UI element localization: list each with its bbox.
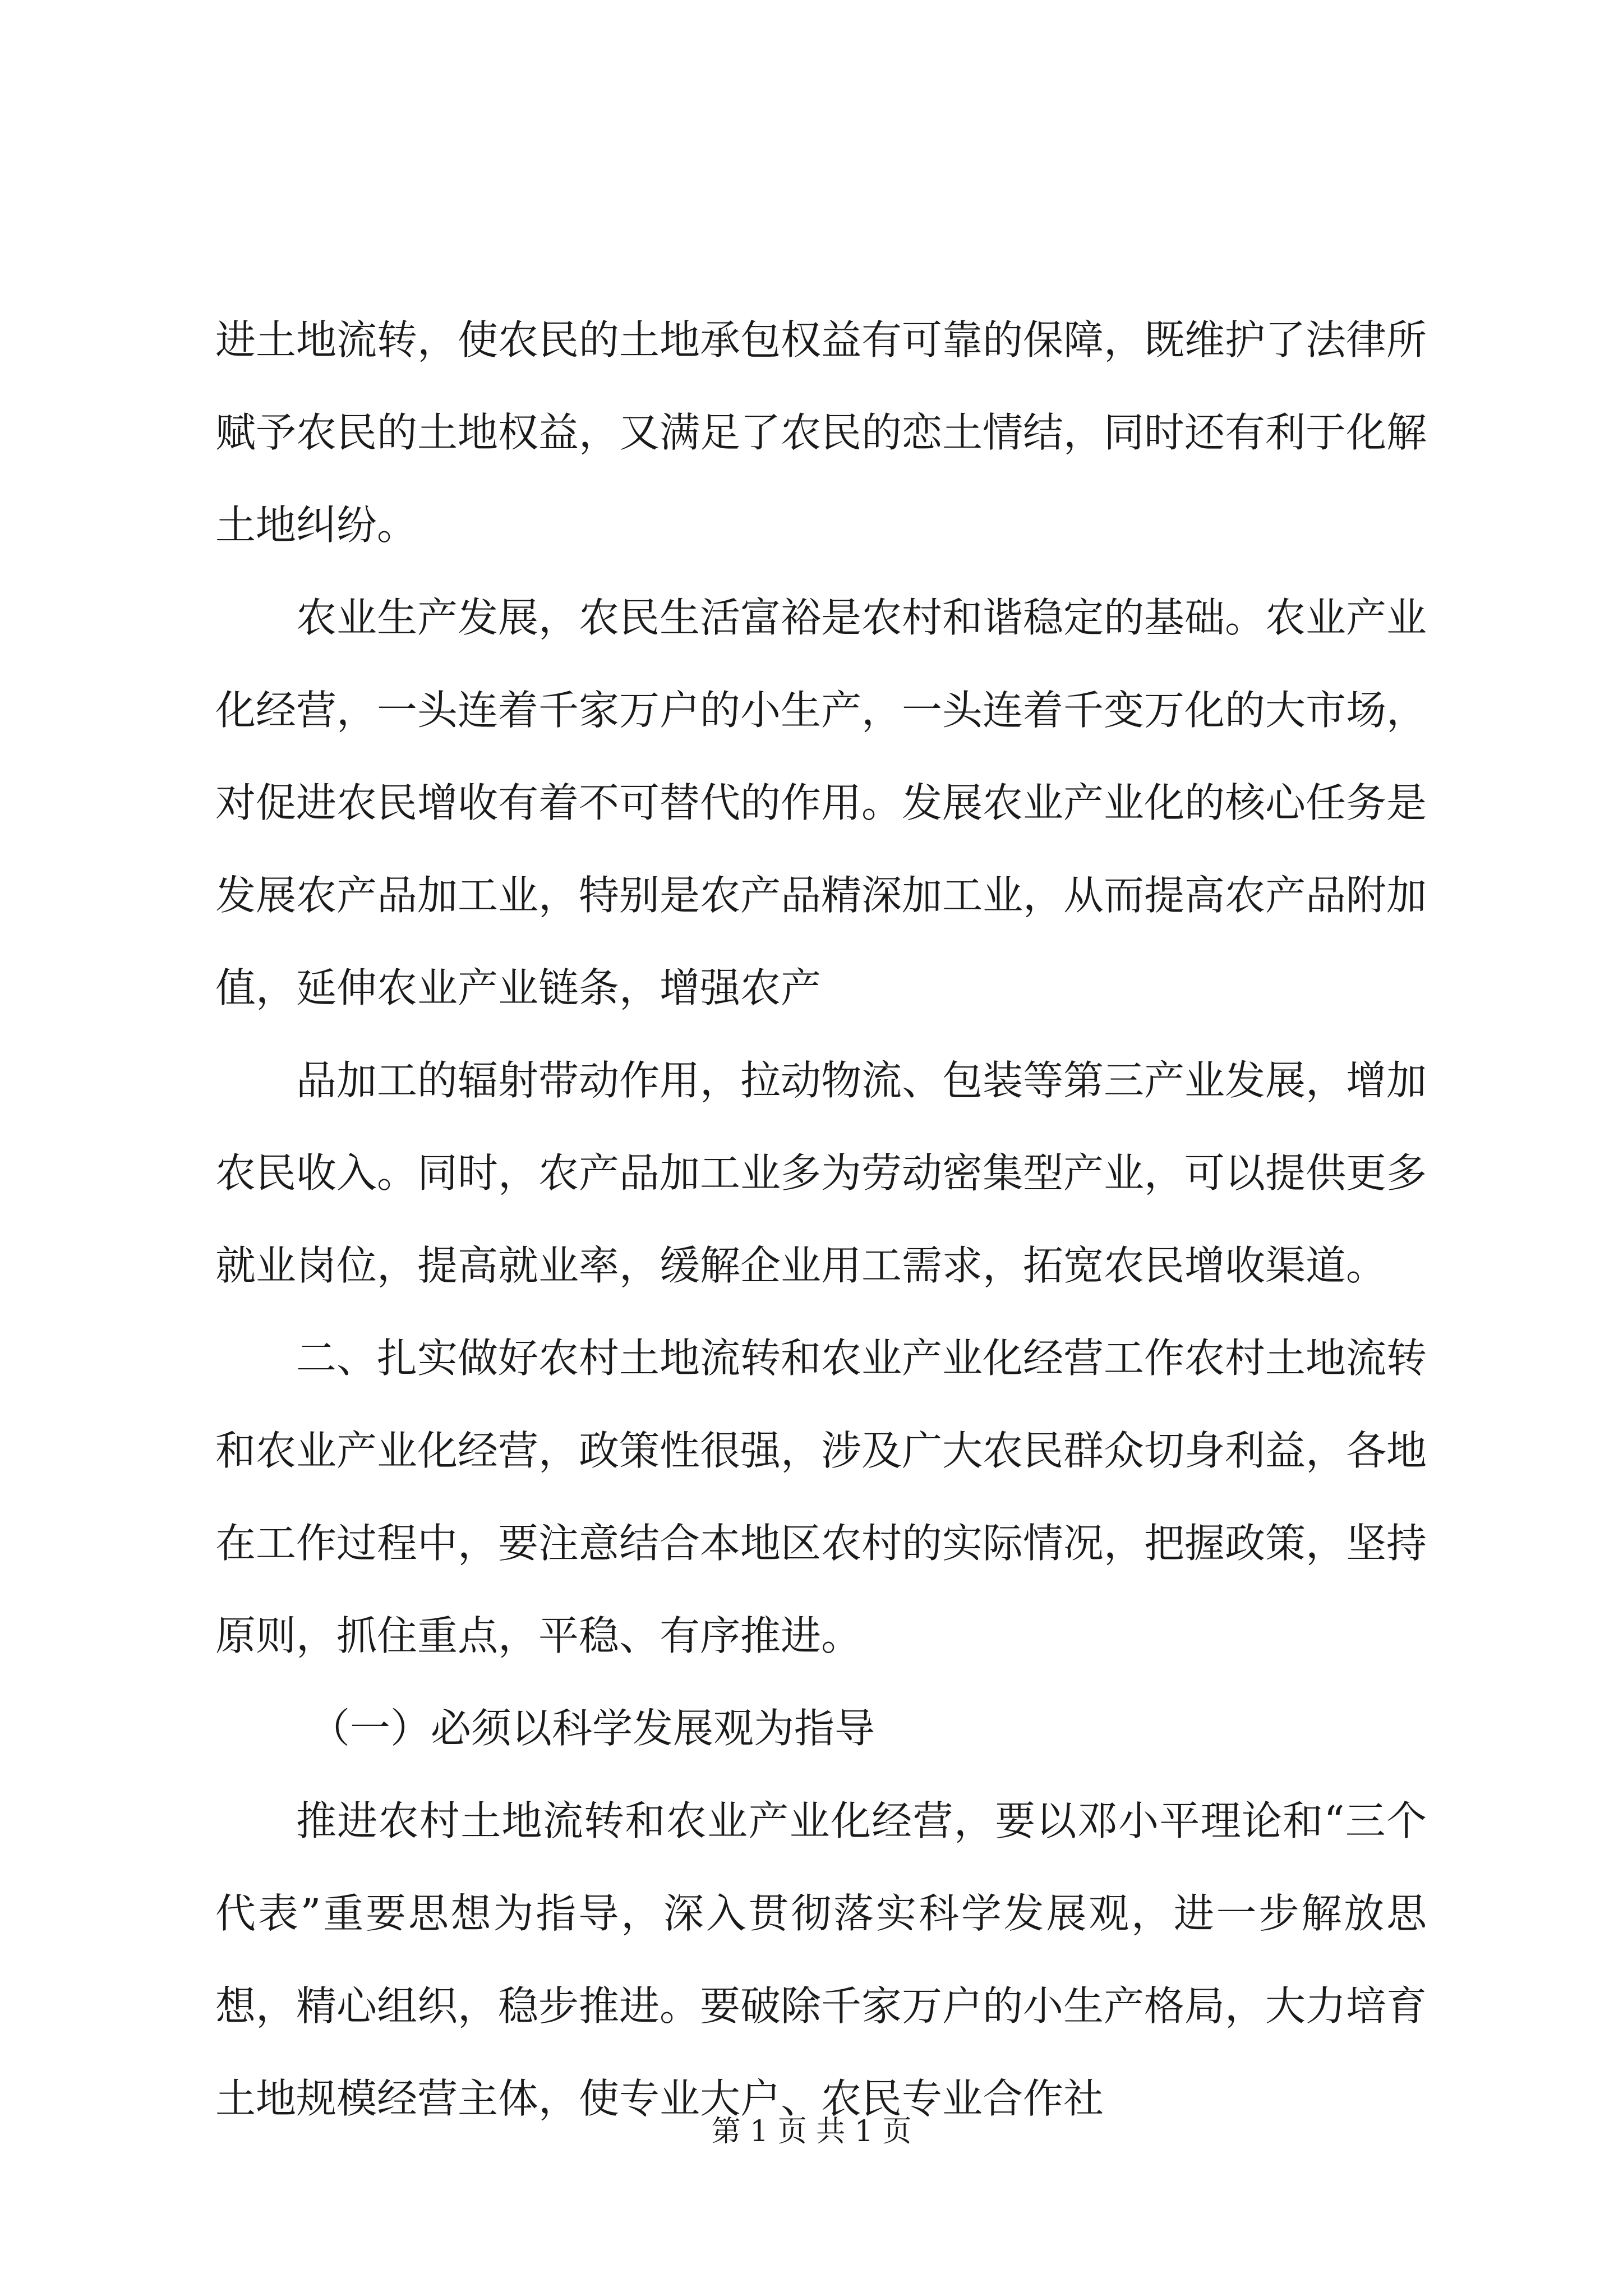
paragraph-3: 品加工的辐射带动作用，拉动物流、包装等第三产业发展，增加农民收入。同时，农产品加工业多为劳动密集型产业，可以提供更多就业岗位，提高就业率，缓解企业用工需求，拓宽农民增收渠道。 [215,1057,1427,1289]
paragraph-2: 农业生产发展，农民生活富裕是农村和谐稳定的基础。农业产业化经营，一头连着千家万户的小生产，一头连着千变万化的大市场，对促进农民增收有着不可替代的作用。发展农业产业化的核心任务是发展农产品加工业，特别是农产品精深加工业，从而提高农产品附加值，延伸农业产业链条，增强农产 [215,594,1427,1011]
subsection-heading-1: （一）必须以科学发展观为指导 [310,1705,875,1752]
paragraph-6: 推进农村土地流转和农业产业化经营，要以邓小平理论和“三个代表”重要思想为指导，深入贯彻落实科学发展观，进一步解放思想，精心组织，稳步推进。要破除千家万户的小生产格局，大力培育土地规模经营主体，使专业大户、农民专业合作社 [215,1797,1427,2122]
section-heading-2: 二、扎实做好农村土地流转和农业产业化经营工作农村土地流转和农业产业化经营，政策性很强，涉及广大农民群众切身利益，各地在工作过程中，要注意结合本地区农村的实际情况，把握政策，坚持原则，抓住重点，平稳、有序推进。 [215,1335,1427,1659]
document-body [215,294,1427,2145]
page-footer: 第 1 页 共 1 页 [711,2115,912,2148]
paragraph-1: 进土地流转，使农民的土地承包权益有可靠的保障，既维护了法律所赋予农民的土地权益，又满足了农民的恋土情结，同时还有利于化解土地纠纷。 [215,316,1427,549]
